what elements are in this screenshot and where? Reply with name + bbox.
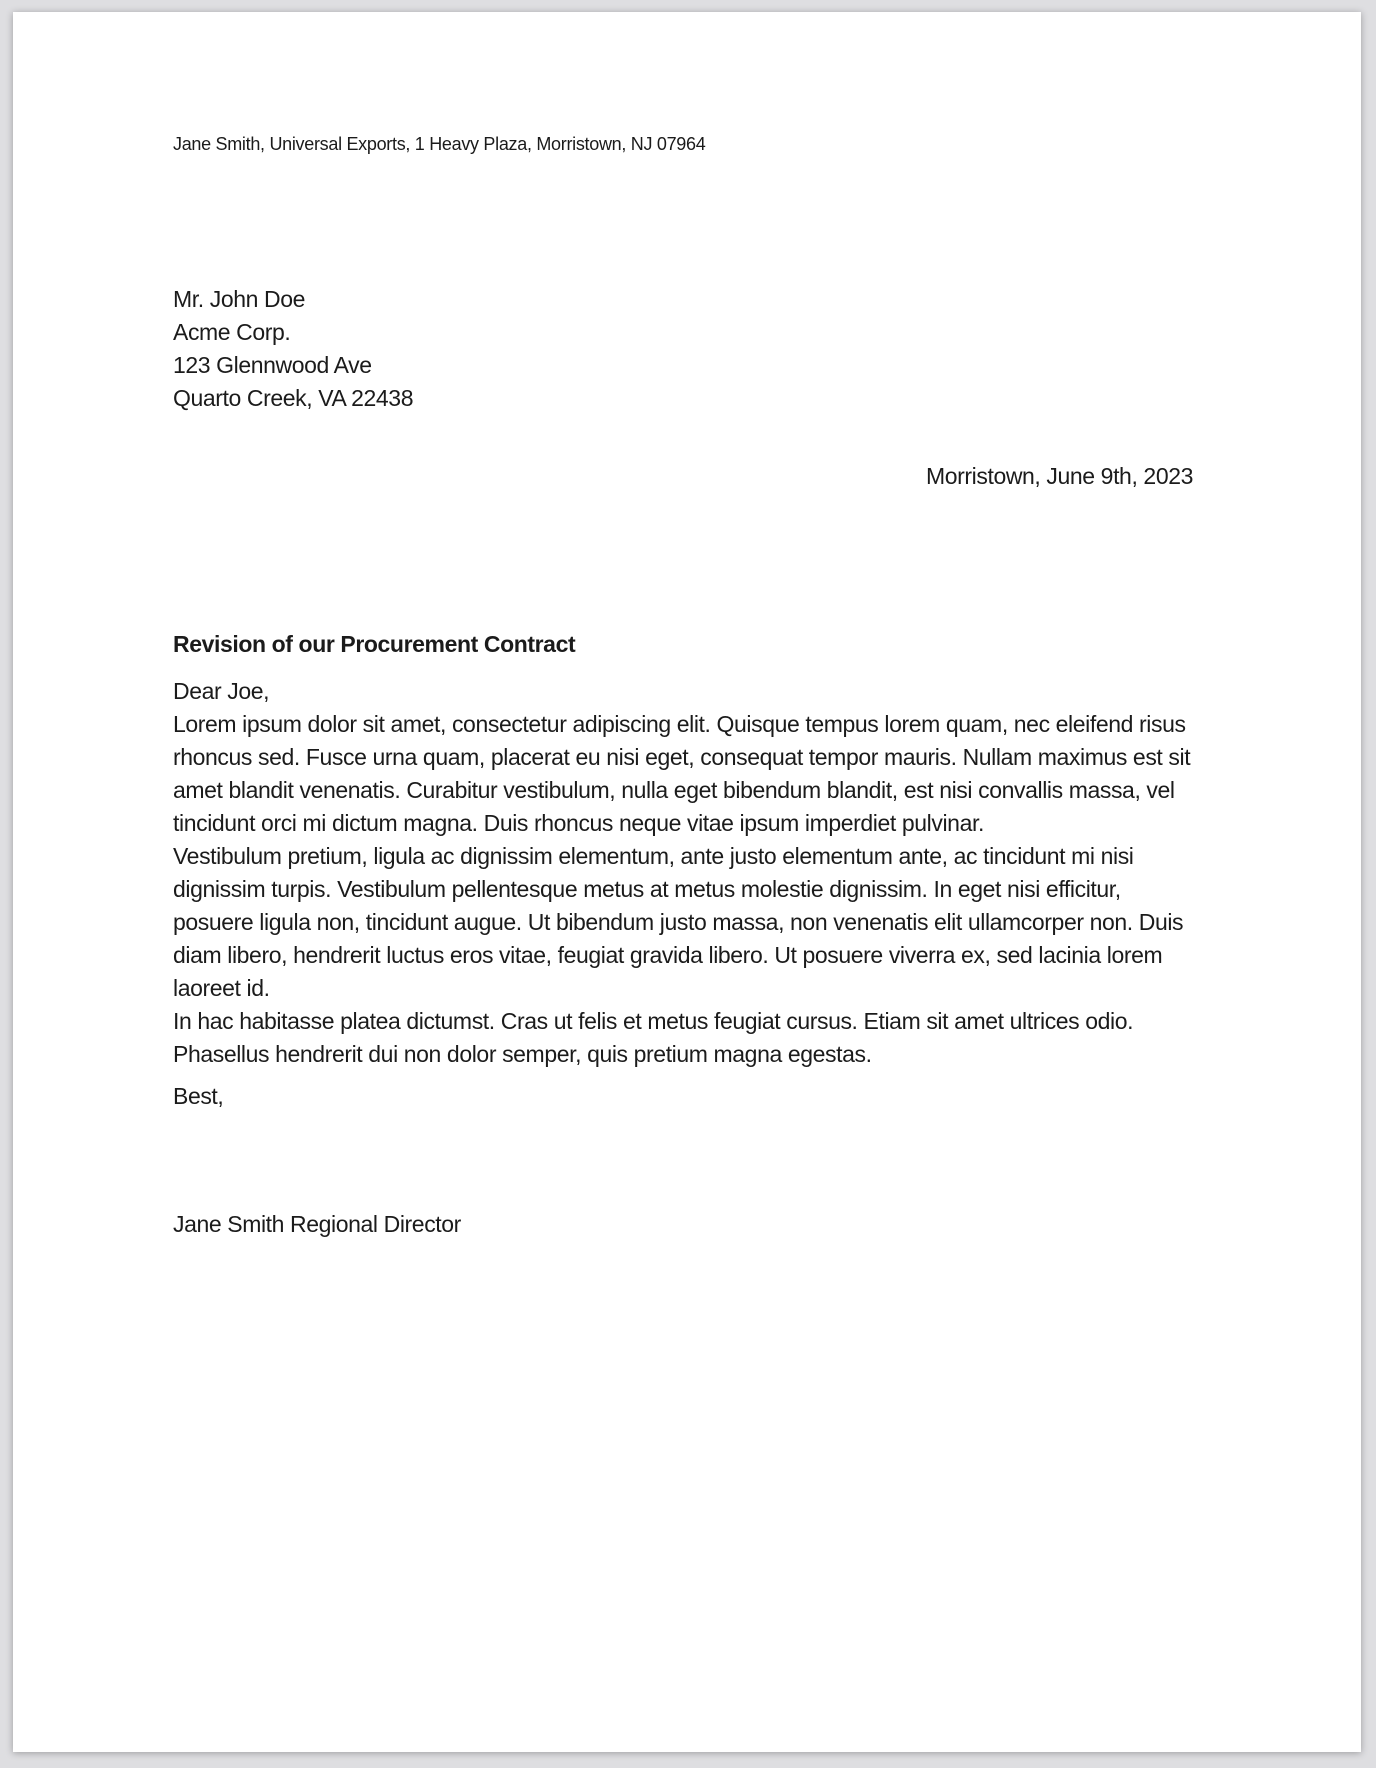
recipient-street: 123 Glennwood Ave [173, 352, 372, 378]
sender-line: Jane Smith, Universal Exports, 1 Heavy Plaza, Morristown, NJ 07964 [173, 134, 706, 154]
recipient-name: Mr. John Doe [173, 286, 305, 312]
signature: Jane Smith Regional Director [173, 1211, 461, 1237]
recipient-city: Quarto Creek, VA 22438 [173, 385, 414, 411]
body-paragraph-2: Vestibulum pretium, ligula ac dignissim elementum, ante justo elementum ante, ac tincidunt mi nisi dignissim turpis. Vestibulum pellentesque metus at metus molestie dignissim. In eget nisi efficitur, posuere ligula non, tincidunt augue. Ut bibendum justo massa, non venenatis elit ullamcorper non. Duis diam libero, hendrerit luctus eros vitae, feugiat gravida libero. Ut posuere viverra ex, sed lacinia lorem laoreet id. [173, 843, 1184, 1001]
body-paragraph-3: In hac habitasse platea dictumst. Cras ut felis et metus feugiat cursus. Etiam sit amet ultrices odio. Phasellus hendrerit dui non dolor semper, quis pretium magna egestas. [173, 1008, 1134, 1067]
recipient-address [173, 283, 1193, 415]
date-line: Morristown, June 9th, 2023 [925, 463, 1193, 489]
salutation: Dear Joe, [173, 678, 270, 704]
closing: Best, [173, 1083, 224, 1109]
letter-page [13, 12, 1361, 1752]
recipient-company: Acme Corp. [173, 319, 291, 345]
body-paragraph-1: Lorem ipsum dolor sit amet, consectetur adipiscing elit. Quisque tempus lorem quam, nec eleifend risus rhoncus sed. Fusce urna quam, placerat eu nisi eget, consequat tempor mauris. Nullam maximus est sit amet blandit venenatis. Curabitur vestibulum, nulla eget bibendum blandit, est nisi convallis massa, vel tincidunt orci mi dictum magna. Duis rhoncus neque vitae ipsum imperdiet pulvinar. [173, 711, 1191, 836]
subject-line: Revision of our Procurement Contract [173, 631, 576, 657]
